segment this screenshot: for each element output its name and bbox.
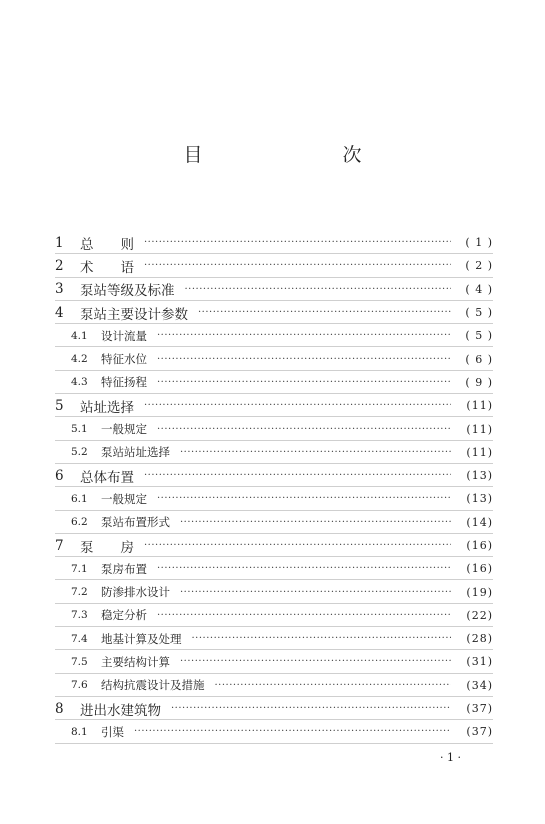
dot-leader — [157, 563, 451, 574]
section-title: 泵站主要设计参数 — [80, 306, 188, 323]
dot-leader — [180, 587, 451, 598]
page-number: ( 5 ) — [465, 329, 493, 343]
section-number: 7.1 — [71, 562, 88, 575]
section-title: 防渗排水设计 — [101, 585, 170, 600]
dot-leader — [157, 330, 451, 341]
toc-entry-7-2[interactable] — [55, 580, 493, 603]
dot-leader — [180, 656, 451, 667]
dot-leader — [215, 680, 452, 691]
section-title: 引渠 — [101, 724, 124, 739]
toc-entry-7-5[interactable] — [55, 650, 493, 673]
section-number: 4.1 — [71, 329, 88, 342]
section-number: 7.4 — [71, 632, 88, 645]
dot-leader — [180, 447, 451, 458]
page-number: (11) — [466, 422, 493, 436]
section-number: 7.5 — [71, 655, 88, 668]
toc-entry-6-2[interactable] — [55, 511, 493, 534]
page-number: (16) — [466, 539, 493, 552]
toc-entry-6-1[interactable] — [55, 487, 493, 510]
section-title: 术 语 — [80, 259, 134, 276]
section-number: 4.3 — [71, 376, 88, 389]
section-title: 特征水位 — [101, 352, 147, 367]
section-title: 特征扬程 — [101, 375, 147, 390]
dot-leader — [144, 237, 451, 248]
section-title: 站址选择 — [80, 399, 134, 416]
toc-entry-8[interactable] — [55, 697, 493, 720]
dot-leader — [157, 377, 451, 388]
section-number: 8 — [55, 700, 64, 717]
dot-leader — [157, 424, 451, 435]
section-title: 泵站等级及标准 — [80, 283, 175, 300]
section-number: 7.3 — [71, 609, 88, 622]
toc-entry-7-6[interactable] — [55, 674, 493, 697]
section-title: 一般规定 — [101, 491, 147, 506]
page-folio: · 1 · — [440, 751, 461, 764]
toc-entry-5[interactable] — [55, 394, 493, 417]
section-title: 地基计算及处理 — [101, 631, 182, 646]
page-number: (34) — [466, 678, 493, 692]
toc-entry-7-1[interactable] — [55, 557, 493, 580]
section-title: 结构抗震设计及措施 — [101, 678, 205, 693]
toc-entry-4-3[interactable] — [55, 371, 493, 394]
section-number: 6 — [55, 467, 64, 484]
page-number: ( 2 ) — [465, 259, 493, 273]
section-number: 3 — [55, 281, 64, 298]
page-number: (28) — [466, 632, 493, 646]
toc-entry-5-1[interactable] — [55, 417, 493, 440]
section-title: 泵站布置形式 — [101, 515, 170, 530]
section-number: 2 — [55, 257, 64, 274]
section-number: 4.2 — [71, 353, 88, 366]
section-number: 5.2 — [71, 446, 88, 459]
section-number: 7 — [55, 537, 64, 554]
toc-entry-5-2[interactable] — [55, 441, 493, 464]
dot-leader — [157, 493, 451, 504]
section-title: 泵房布置 — [101, 561, 147, 576]
dot-leader — [192, 633, 452, 644]
page-number: (13) — [466, 492, 493, 506]
page-number: (11) — [466, 399, 493, 413]
page-number: (37) — [466, 725, 493, 739]
section-number: 5.1 — [71, 423, 88, 436]
section-title: 一般规定 — [101, 422, 147, 437]
row-divider — [55, 743, 493, 744]
toc-entry-7-4[interactable] — [55, 627, 493, 650]
page-number: (11) — [466, 445, 493, 459]
page-number: ( 9 ) — [465, 375, 493, 389]
page-number: (37) — [466, 702, 493, 716]
page-number: (31) — [466, 655, 493, 669]
page-number: (22) — [466, 608, 493, 622]
dot-leader — [157, 610, 451, 621]
toc-entry-4-1[interactable] — [55, 324, 493, 347]
toc-entry-8-1[interactable] — [55, 720, 493, 743]
section-number: 8.1 — [71, 725, 88, 738]
section-title: 主要结构计算 — [101, 654, 170, 669]
section-number: 7.6 — [71, 679, 88, 692]
section-number: 1 — [55, 234, 64, 251]
dot-leader — [144, 400, 451, 411]
toc-entry-6[interactable] — [55, 464, 493, 487]
section-title: 泵站站址选择 — [101, 445, 170, 460]
section-title: 进出水建筑物 — [80, 702, 161, 719]
page-number: ( 4 ) — [465, 282, 493, 296]
section-title: 设计流量 — [101, 328, 147, 343]
page-number: ( 1 ) — [465, 236, 493, 250]
dot-leader — [180, 517, 451, 528]
page-number: (14) — [466, 515, 493, 529]
section-title: 总 则 — [80, 236, 134, 253]
dot-leader — [198, 307, 451, 318]
page-number: (13) — [466, 469, 493, 483]
toc-list — [55, 231, 493, 744]
toc-entry-3[interactable] — [55, 278, 493, 301]
section-title: 总体布置 — [80, 469, 134, 486]
section-title: 泵 房 — [80, 539, 134, 556]
toc-entry-2[interactable] — [55, 254, 493, 277]
dot-leader — [144, 260, 451, 271]
toc-entry-4-2[interactable] — [55, 347, 493, 370]
page-number: ( 6 ) — [465, 352, 493, 366]
page-title: 目 次 — [183, 144, 396, 166]
toc-entry-7[interactable] — [55, 534, 493, 557]
page-number: (19) — [466, 585, 493, 599]
section-number: 6.2 — [71, 516, 88, 529]
dot-leader — [157, 354, 451, 365]
section-number: 7.2 — [71, 586, 88, 599]
section-number: 4 — [55, 304, 64, 321]
page-number: ( 5 ) — [465, 306, 493, 320]
dot-leader — [171, 703, 451, 714]
page-number: (16) — [466, 562, 493, 576]
toc-entry-1[interactable] — [55, 231, 493, 254]
dot-leader — [144, 540, 451, 551]
toc-entry-4[interactable] — [55, 301, 493, 324]
dot-leader — [144, 470, 451, 481]
section-title: 稳定分析 — [101, 608, 147, 623]
section-number: 5 — [55, 397, 64, 414]
dot-leader — [134, 726, 451, 737]
section-number: 6.1 — [71, 492, 88, 505]
toc-entry-7-3[interactable] — [55, 604, 493, 627]
dot-leader — [185, 284, 452, 295]
